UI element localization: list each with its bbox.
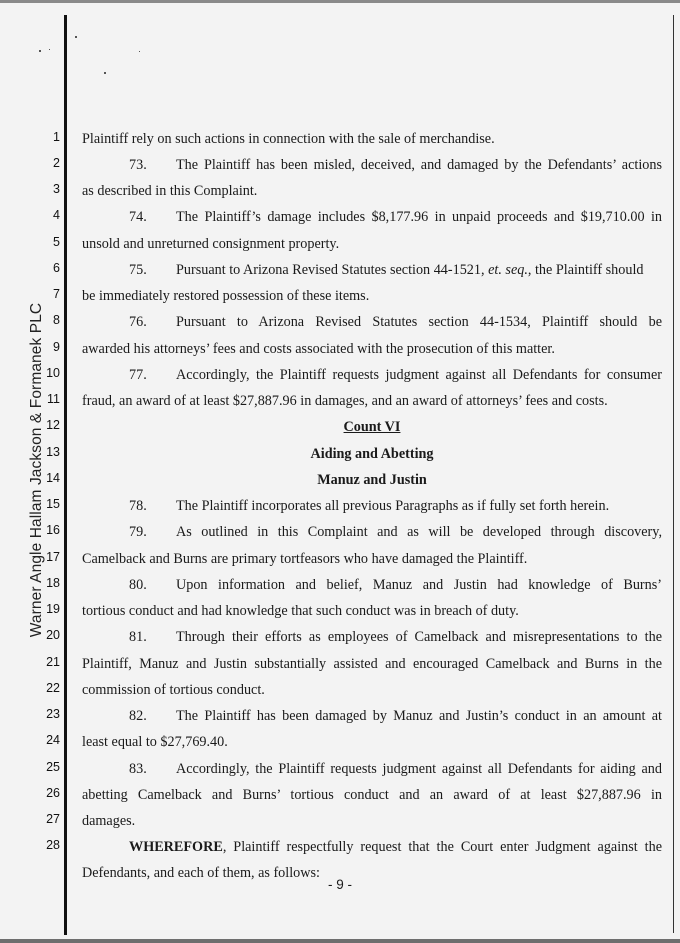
scan-speck xyxy=(139,51,140,52)
line-number: 3 xyxy=(53,182,60,196)
paragraph-82-line-2: least equal to $27,769.40. xyxy=(82,734,228,750)
line-number: 19 xyxy=(46,602,60,616)
paragraph-number: 81. xyxy=(129,629,147,645)
paragraph-73-line-1: 73. The Plaintiff has been misled, deceived, and damaged by the Defendants’ actions xyxy=(129,157,662,173)
paragraph-73-line-2: as described in this Complaint. xyxy=(82,183,258,199)
line-number: 26 xyxy=(46,786,60,800)
line-number: 4 xyxy=(53,208,60,222)
line-number: 6 xyxy=(53,261,60,275)
count-parties: Manuz and Justin xyxy=(317,472,427,488)
paragraph-number: 83. xyxy=(129,761,147,777)
line-number: 16 xyxy=(46,523,60,537)
scan-speck xyxy=(39,50,41,52)
paragraph-number: 73. xyxy=(129,157,147,173)
page-number: - 9 - xyxy=(327,877,352,892)
paragraph-82-line-1: 82. The Plaintiff has been damaged by Manuz and Justin’s conduct in an amount at xyxy=(129,708,662,724)
text-line: Plaintiff rely on such actions in connection with the sale of merchandise. xyxy=(82,131,495,147)
paragraph-number: 76. xyxy=(129,314,147,330)
paragraph-79-line-2: Camelback and Burns are primary tortfeasors who have damaged the Plaintiff. xyxy=(82,551,528,567)
paragraph-number: 75. xyxy=(129,262,147,278)
paragraph-81-line-2: Plaintiff, Manuz and Justin substantially assisted and encouraged Camelback and Burns in the xyxy=(82,656,662,672)
paragraph-number: 80. xyxy=(129,577,147,593)
wherefore-keyword: WHEREFORE xyxy=(129,839,223,855)
line-number: 27 xyxy=(46,812,60,826)
paragraph-81-line-3: commission of tortious conduct. xyxy=(82,682,265,698)
scan-speck xyxy=(104,72,106,74)
line-number: 20 xyxy=(46,628,60,642)
paragraph-83-line-2: abetting Camelback and Burns’ tortious conduct and an award of at least $27,887.96 in xyxy=(82,787,662,803)
paragraph-76-line-2: awarded his attorneys’ fees and costs associated with the prosecution of this matter. xyxy=(82,341,555,357)
paragraph-79-line-1: 79. As outlined in this Complaint and as will be developed through discovery, xyxy=(129,524,662,540)
page-frame-top xyxy=(0,0,680,3)
page-frame-bottom xyxy=(0,939,680,943)
paragraph-number: 82. xyxy=(129,708,147,724)
paragraph-number: 79. xyxy=(129,524,147,540)
line-number: 15 xyxy=(46,497,60,511)
paragraph-83-line-3: damages. xyxy=(82,813,136,829)
line-number: 18 xyxy=(46,576,60,590)
count-heading: Count VI xyxy=(343,419,401,435)
line-number: 11 xyxy=(47,392,60,406)
count-title: Aiding and Abetting xyxy=(310,446,434,462)
line-number: 28 xyxy=(46,838,60,852)
paragraph-74-line-2: unsold and unreturned consignment property. xyxy=(82,236,340,252)
line-number: 13 xyxy=(46,445,60,459)
line-number: 12 xyxy=(46,418,60,432)
line-number: 2 xyxy=(53,156,60,170)
latin-citation: et. seq. xyxy=(488,262,528,278)
line-number: 25 xyxy=(46,760,60,774)
paragraph-77-line-2: fraud, an award of at least $27,887.96 in damages, and an award of attorneys’ fees and costs. xyxy=(82,393,608,409)
paragraph-80-line-1: 80. Upon information and belief, Manuz and Justin had knowledge of Burns’ xyxy=(129,577,662,593)
line-number: 5 xyxy=(53,235,60,249)
wherefore-line-2: Defendants, and each of them, as follows: xyxy=(82,865,320,881)
line-number: 14 xyxy=(46,471,60,485)
paragraph-number: 74. xyxy=(129,209,147,225)
paragraph-75-line-2: be immediately restored possession of these items. xyxy=(82,288,370,304)
line-number: 10 xyxy=(46,366,60,380)
paragraph-81-line-1: 81. Through their efforts as employees of Camelback and misrepresentations to the xyxy=(129,629,662,645)
line-number: 24 xyxy=(46,733,60,747)
line-number: 8 xyxy=(53,313,60,327)
line-number: 17 xyxy=(46,550,60,564)
wherefore-line-1: WHEREFORE, Plaintiff respectfully request that the Court enter Judgment against the xyxy=(129,839,662,855)
firm-name-sidebar: Warner Angle Hallam Jackson & Formanek PLC xyxy=(28,302,45,638)
line-number: 23 xyxy=(46,707,60,721)
scan-speck xyxy=(49,49,50,50)
paragraph-80-line-2: tortious conduct and had knowledge that such conduct was in breach of duty. xyxy=(82,603,519,619)
paragraph-78-line-1: 78. The Plaintiff incorporates all previous Paragraphs as if fully set forth herein. xyxy=(129,498,610,514)
paragraph-77-line-1: 77. Accordingly, the Plaintiff requests judgment against all Defendants for consumer xyxy=(129,367,662,383)
scan-speck xyxy=(75,36,77,38)
line-number: 1 xyxy=(53,130,60,144)
line-number: 22 xyxy=(46,681,60,695)
paragraph-75-line-1: 75. Pursuant to Arizona Revised Statutes section 44-1521, et. seq., the Plaintiff should xyxy=(129,262,644,278)
paragraph-74-line-1: 74. The Plaintiff’s damage includes $8,177.96 in unpaid proceeds and $19,710.00 in xyxy=(129,209,662,225)
paragraph-number: 78. xyxy=(129,498,147,514)
paragraph-83-line-1: 83. Accordingly, the Plaintiff requests judgment against all Defendants for aiding and xyxy=(129,761,662,777)
line-number: 7 xyxy=(53,287,60,301)
paragraph-number: 77. xyxy=(129,367,147,383)
paragraph-76-line-1: 76. Pursuant to Arizona Revised Statutes section 44-1534, Plaintiff should be xyxy=(129,314,662,330)
line-number: 21 xyxy=(46,655,60,669)
line-number: 9 xyxy=(53,340,60,354)
